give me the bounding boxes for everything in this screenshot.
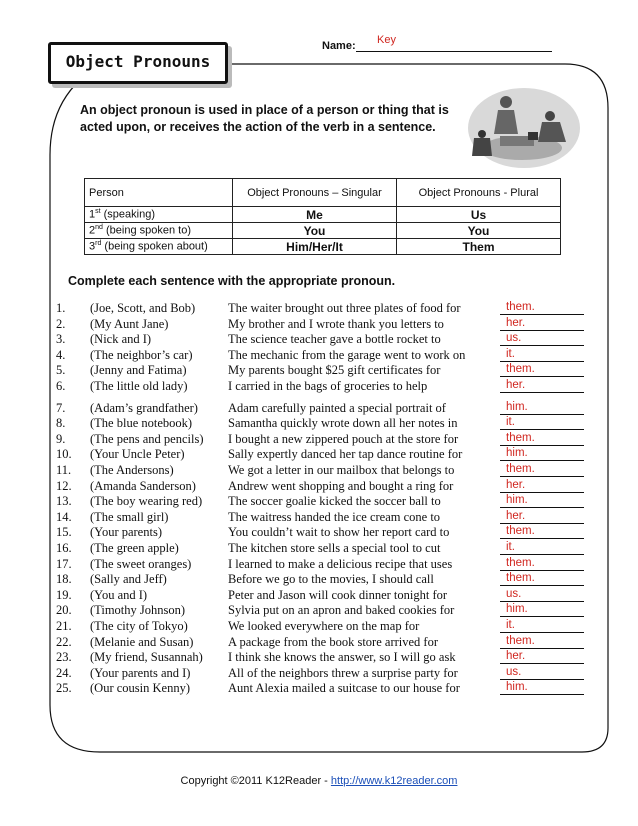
exercise-row: [0, 557, 638, 573]
exercise-sentence: I carried in the bags of groceries to help: [228, 379, 428, 393]
exercise-number: 10.: [56, 447, 72, 462]
instructions: Complete each sentence with the appropriate pronoun.: [68, 274, 396, 288]
exercise-number: 23.: [56, 650, 72, 665]
exercise-sentence: Aunt Alexia mailed a suitcase to our house for: [228, 681, 460, 696]
exercise-sentence: All of the neighbors threw a surprise party for: [228, 665, 458, 680]
exercise-answer[interactable]: him.: [500, 447, 584, 461]
exercise-answer[interactable]: them.: [500, 635, 584, 649]
exercise-sentence: Samantha quickly wrote down all her notes in: [228, 416, 458, 431]
exercise-cue: (The neighbor’s car): [90, 347, 193, 362]
plural-cell: Us: [397, 207, 561, 223]
exercise-cue: (Joe, Scott, and Bob): [90, 301, 196, 315]
exercise-sentence: Sally expertly danced her tap dance routine for: [228, 447, 463, 462]
exercise-number: 3.: [56, 332, 66, 347]
exercise-cue: (The blue notebook): [90, 416, 193, 431]
exercise-number: 19.: [56, 587, 72, 602]
k12reader-link[interactable]: http://www.k12reader.com: [330, 775, 458, 787]
exercise-sentence: I bought a new zippered pouch at the store for: [228, 431, 459, 446]
exercise-number: 4.: [56, 347, 66, 362]
exercise-row: [0, 363, 638, 379]
copyright: [0, 775, 638, 787]
exercise-sentence: The waitress handed the ice cream cone to: [228, 509, 441, 524]
exercise-cue: (Your parents): [90, 525, 162, 540]
exercise-sentence: Peter and Jason will cook dinner tonight for: [228, 587, 448, 602]
exercise-number: 14.: [56, 509, 72, 524]
exercise-cue: (Sally and Jeff): [90, 572, 167, 587]
name-value: Key: [377, 34, 396, 46]
exercise-cue: (The pens and pencils): [90, 431, 204, 446]
exercise-row: [0, 432, 638, 448]
exercise-number: 25.: [56, 681, 72, 696]
singular-cell: You: [233, 223, 397, 239]
exercise-row: [0, 619, 638, 635]
exercise-row: [0, 525, 638, 541]
exercise-row: [0, 588, 638, 604]
exercise-number: 18.: [56, 572, 72, 587]
picnic-illustration: [462, 76, 582, 172]
exercise-row: [0, 447, 638, 463]
exercise-sentence: Sylvia put on an apron and baked cookies for: [228, 603, 455, 618]
exercise-sentence: Andrew went shopping and bought a ring for: [228, 478, 454, 493]
exercise-answer[interactable]: them.: [500, 557, 584, 571]
table-header-row: [85, 179, 561, 207]
exercise-number: 9.: [56, 431, 66, 446]
exercise-sentence: The science teacher gave a bottle rocket to: [228, 332, 441, 347]
exercise-row: [0, 541, 638, 557]
exercise-number: 7.: [56, 400, 66, 415]
exercise-cue: (The boy wearing red): [90, 494, 203, 509]
exercise-answer[interactable]: her.: [500, 650, 584, 664]
exercise-answer[interactable]: her.: [500, 479, 584, 493]
exercise-sentence: The mechanic from the garage went to work on: [228, 347, 466, 362]
exercise-answer[interactable]: them.: [500, 572, 584, 586]
exercise-answer[interactable]: him.: [500, 494, 584, 508]
exercise-cue: (Our cousin Kenny): [90, 681, 190, 696]
exercise-sentence: You couldn’t wait to show her report card to: [228, 525, 450, 540]
exercise-number: 16.: [56, 541, 72, 555]
exercise-cue: (Amanda Sanderson): [90, 478, 196, 493]
exercise-cue: (My Aunt Jane): [90, 316, 169, 331]
exercise-number: 22.: [56, 634, 72, 649]
exercise-row: [0, 510, 638, 526]
exercise-cue: (The small girl): [90, 509, 169, 524]
exercise-cue: (The city of Tokyo): [90, 619, 188, 633]
exercise-answer[interactable]: her.: [500, 317, 584, 331]
exercise-sentence: The soccer goalie kicked the soccer ball to: [228, 494, 441, 509]
exercise-sentence: The waiter brought out three plates of food for: [228, 301, 461, 315]
exercise-answer[interactable]: it.: [500, 619, 584, 633]
exercise-row: [0, 332, 638, 348]
exercise-answer[interactable]: it.: [500, 416, 584, 430]
exercise-cue: (Your Uncle Peter): [90, 447, 185, 462]
exercise-cue: (My friend, Susannah): [90, 650, 203, 665]
exercise-answer[interactable]: us.: [500, 588, 584, 602]
exercise-row: [0, 494, 638, 510]
person-cell: 3rd (being spoken about): [85, 239, 233, 255]
plural-cell: Them: [397, 239, 561, 255]
name-field[interactable]: [356, 51, 552, 52]
exercise-cue: (You and I): [90, 587, 148, 602]
exercise-number: 13.: [56, 494, 72, 509]
exercise-answer[interactable]: it.: [500, 348, 584, 362]
exercise-answer[interactable]: them.: [500, 525, 584, 539]
exercise-answer[interactable]: her.: [500, 510, 584, 524]
exercise-cue: (Adam’s grandfather): [90, 400, 198, 415]
exercise-number: 6.: [56, 379, 66, 393]
exercise-cue: (The little old lady): [90, 379, 188, 393]
exercise-row: [0, 301, 638, 317]
exercise-cue: (Melanie and Susan): [90, 634, 194, 649]
exercise-sentence: I think she knows the answer, so I will go ask: [228, 650, 456, 665]
exercise-sentence: My parents bought $25 gift certificates for: [228, 363, 441, 378]
name-label: Name:: [322, 40, 356, 52]
exercise-sentence: I learned to make a delicious recipe that uses: [228, 556, 453, 571]
exercise-answer[interactable]: it.: [500, 541, 584, 555]
exercise-number: 17.: [56, 556, 72, 571]
exercise-number: 15.: [56, 525, 72, 540]
exercise-cue: (The Andersons): [90, 463, 174, 477]
person-cell: 1st (speaking): [85, 207, 233, 223]
exercise-answer[interactable]: us.: [500, 332, 584, 346]
exercise-number: 8.: [56, 416, 66, 431]
exercise-number: 1.: [56, 301, 66, 315]
table-row: [85, 239, 561, 255]
copyright-text: Copyright ©2011 K12Reader -: [180, 775, 331, 787]
exercise-row: [0, 317, 638, 333]
exercise-cue: (The sweet oranges): [90, 556, 192, 571]
pronoun-table: [84, 178, 561, 255]
table-header-cell: Object Pronouns – Singular: [233, 179, 397, 207]
exercise-cue: (Jenny and Fatima): [90, 363, 187, 378]
exercise-answer[interactable]: them.: [500, 363, 584, 377]
exercise-row: [0, 416, 638, 432]
singular-cell: Him/Her/It: [233, 239, 397, 255]
exercise-number: 20.: [56, 603, 72, 618]
table-header-cell: Person: [85, 179, 233, 207]
exercise-answer[interactable]: her.: [500, 379, 584, 393]
exercise-sentence: A package from the book store arrived for: [228, 634, 438, 649]
exercise-number: 5.: [56, 363, 66, 378]
exercise-number: 2.: [56, 316, 66, 331]
table-row: [85, 223, 561, 239]
exercise-cue: (Timothy Johnson): [90, 603, 186, 618]
exercise-number: 11.: [56, 463, 72, 477]
plural-cell: You: [397, 223, 561, 239]
exercise-row: [0, 348, 638, 364]
table-row: [85, 207, 561, 223]
exercise-answer[interactable]: them.: [500, 301, 584, 315]
exercise-answer[interactable]: them.: [500, 432, 584, 446]
exercise-row: [0, 635, 638, 651]
exercise-row: [0, 681, 638, 697]
exercise-sentence: My brother and I wrote thank you letters to: [228, 316, 444, 331]
exercise-row: [0, 572, 638, 588]
page-title: Object Pronouns: [65, 52, 211, 71]
exercise-row: [0, 463, 638, 479]
exercise-sentence: The kitchen store sells a special tool to cut: [228, 541, 441, 555]
exercise-row: [0, 666, 638, 682]
exercise-sentence: Adam carefully painted a special portrait of: [228, 400, 446, 415]
exercise-row: [0, 379, 638, 395]
exercise-sentence: We got a letter in our mailbox that belongs to: [228, 463, 455, 477]
exercise-answer[interactable]: him.: [500, 401, 584, 415]
person-cell: 2nd (being spoken to): [85, 223, 233, 239]
exercise-row: [0, 479, 638, 495]
title-box: [48, 42, 228, 84]
intro-text: An object pronoun is used in place of a person or thing that is acted upon, or receives the action of the verb in a sentence.: [80, 103, 449, 134]
exercise-sentence: We looked everywhere on the map for: [228, 619, 420, 633]
exercise-answer[interactable]: him.: [500, 603, 584, 617]
singular-cell: Me: [233, 207, 397, 223]
exercise-cue: (Your parents and I): [90, 665, 191, 680]
exercise-answer[interactable]: us.: [500, 666, 584, 680]
table-header-cell: Object Pronouns - Plural: [397, 179, 561, 207]
exercise-row: [0, 603, 638, 619]
exercise-cue: (Nick and I): [90, 332, 152, 347]
exercise-answer[interactable]: him.: [500, 681, 584, 695]
exercise-number: 12.: [56, 478, 72, 493]
exercise-answer[interactable]: them.: [500, 463, 584, 477]
exercise-row: [0, 401, 638, 417]
exercise-row: [0, 650, 638, 666]
exercise-sentence: Before we go to the movies, I should call: [228, 572, 434, 587]
exercise-number: 24.: [56, 665, 72, 680]
exercise-cue: (The green apple): [90, 541, 179, 555]
exercise-number: 21.: [56, 619, 72, 633]
